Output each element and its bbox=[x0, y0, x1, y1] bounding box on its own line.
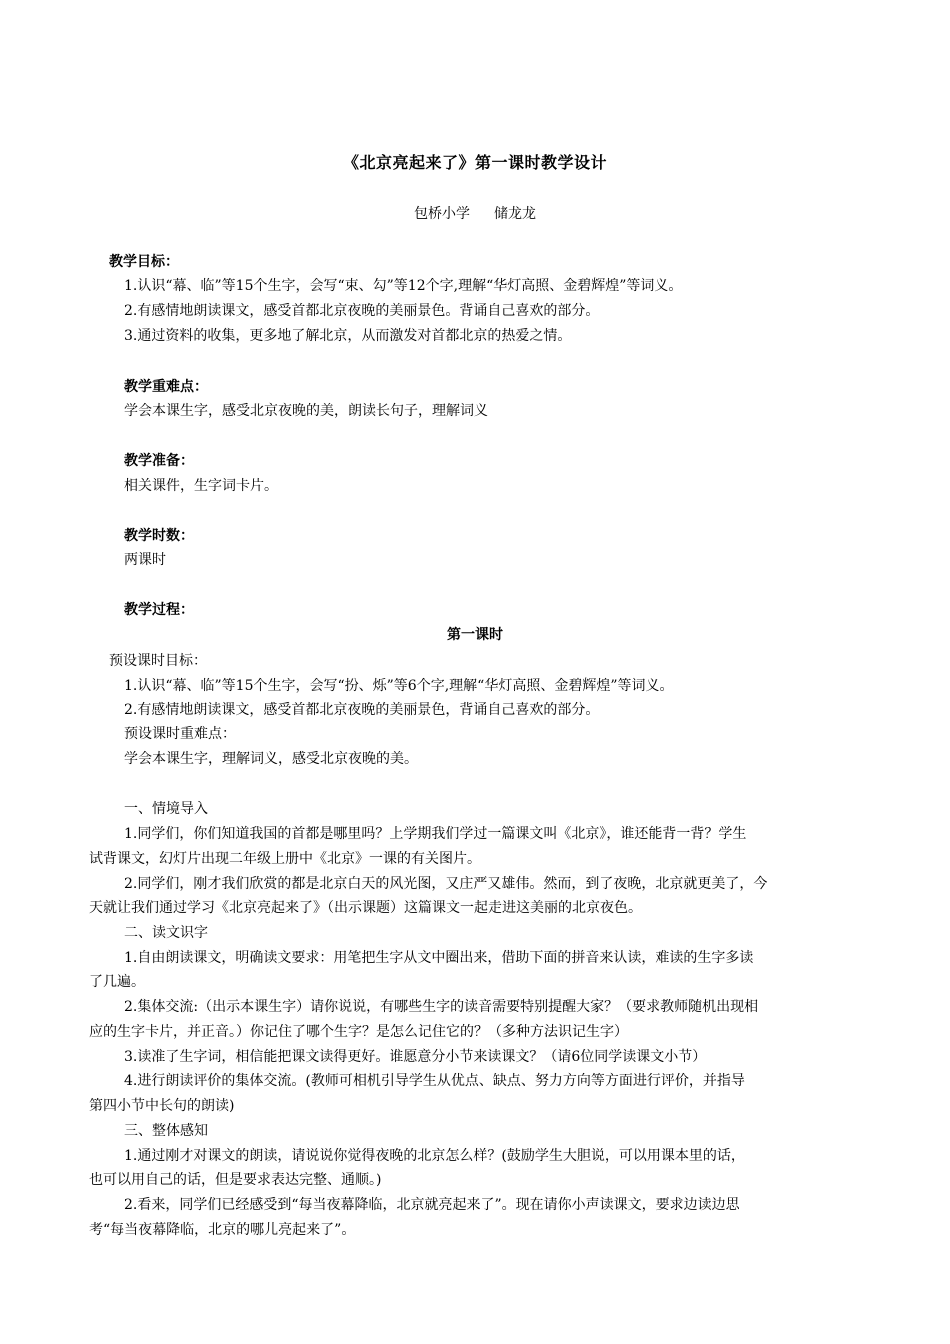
paragraph-line: 了几遍。 bbox=[89, 974, 145, 990]
paragraph-line: 1.自由朗读课文，明确读文要求：用笔把生字从文中圈出来，借助下面的拼音来认读，难读的生字多读 bbox=[124, 950, 754, 966]
lesson-difficulty-text: 学会本课生字，理解词义，感受北京夜晚的美。 bbox=[124, 751, 418, 767]
author-name: 储龙龙 bbox=[494, 206, 536, 222]
lesson-difficulty-label: 预设课时重难点： bbox=[124, 726, 236, 742]
paragraph-line: 3.读准了生字词，相信能把课文读得更好。谁愿意分小节来读课文？（请6位同学读课文小节） bbox=[124, 1049, 707, 1065]
goal-item: 3.通过资料的收集，更多地了解北京，从而激发对首都北京的热爱之情。 bbox=[124, 328, 572, 344]
lesson-title: 第一课时 bbox=[447, 627, 503, 643]
goals-heading: 教学目标： bbox=[109, 254, 179, 270]
document-title: 《北京亮起来了》第一课时教学设计 bbox=[342, 153, 607, 172]
paragraph-line: 考“每当夜幕降临，北京的哪儿亮起来了”。 bbox=[89, 1222, 356, 1238]
paragraph-line: 试背课文，幻灯片出现二年级上册中《北京》一课的有关图片。 bbox=[89, 851, 481, 867]
paragraph-line: 天就让我们通过学习《北京亮起来了》（出示课题）这篇课文一起走进这美丽的北京夜色。 bbox=[89, 900, 642, 916]
author-line bbox=[0, 203, 950, 223]
paragraph-line: 也可以用自己的话，但是要求表达完整、通顺。) bbox=[89, 1172, 382, 1188]
paragraph-line: 4.进行朗读评价的集体交流。(教师可相机引导学生从优点、缺点、努力方向等方面进行评价，并指导 bbox=[124, 1073, 745, 1089]
author-school: 包桥小学 bbox=[414, 206, 470, 222]
paragraph-line: 第四小节中长句的朗读) bbox=[89, 1098, 235, 1114]
lesson-goal-label: 预设课时目标： bbox=[109, 653, 207, 669]
lesson-goal-item: 1.认识“幕、临”等15个生字，会写“扮、烁”等6个字,理解“华灯高照、金碧辉煌”等词义。 bbox=[124, 678, 674, 694]
goal-item: 2.有感情地朗读课文，感受首都北京夜晚的美丽景色。背诵自己喜欢的部分。 bbox=[124, 303, 600, 319]
section-title: 二、读文识字 bbox=[124, 925, 208, 941]
key-points-heading: 教学重难点： bbox=[124, 379, 208, 395]
key-points-text: 学会本课生字，感受北京夜晚的美，朗读长句子，理解词义 bbox=[124, 403, 488, 419]
paragraph-line: 2.集体交流:（出示本课生字）请你说说，有哪些生字的读音需要特别提醒大家？（要求教师随机出现相 bbox=[124, 999, 759, 1015]
section-title: 一、情境导入 bbox=[124, 801, 208, 817]
lesson-goal-item: 2.有感情地朗读课文，感受首都北京夜晚的美丽景色，背诵自己喜欢的部分。 bbox=[124, 702, 600, 718]
hours-text: 两课时 bbox=[124, 552, 166, 568]
hours-heading: 教学时数： bbox=[124, 528, 194, 544]
process-heading: 教学过程： bbox=[124, 602, 194, 618]
preparation-heading: 教学准备： bbox=[124, 453, 194, 469]
paragraph-line: 2.同学们，刚才我们欣赏的都是北京白天的风光图，又庄严又雄伟。然而，到了夜晚，北京就更美了，今 bbox=[124, 876, 768, 892]
goal-item: 1.认识“幕、临”等15个生字，会写“束、勾”等12个字,理解“华灯高照、金碧辉煌”等词义。 bbox=[124, 278, 683, 294]
paragraph-line: 1.通过刚才对课文的朗读，请说说你觉得夜晚的北京怎么样？(鼓励学生大胆说，可以用课本里的话， bbox=[124, 1148, 745, 1164]
paragraph-line: 1.同学们，你们知道我国的首都是哪里吗？上学期我们学过一篇课文叫《北京》，谁还能背一背？学生 bbox=[124, 826, 747, 842]
preparation-text: 相关课件，生字词卡片。 bbox=[124, 478, 278, 494]
section-title: 三、整体感知 bbox=[124, 1123, 208, 1139]
paragraph-line: 2.看来，同学们已经感受到“每当夜幕降临，北京就亮起来了”。现在请你小声读课文，要求边读边思 bbox=[124, 1197, 740, 1213]
paragraph-line: 应的生字卡片，并正音。）你记住了哪个生字？是怎么记住它的？（多种方法识记生字） bbox=[89, 1024, 628, 1040]
